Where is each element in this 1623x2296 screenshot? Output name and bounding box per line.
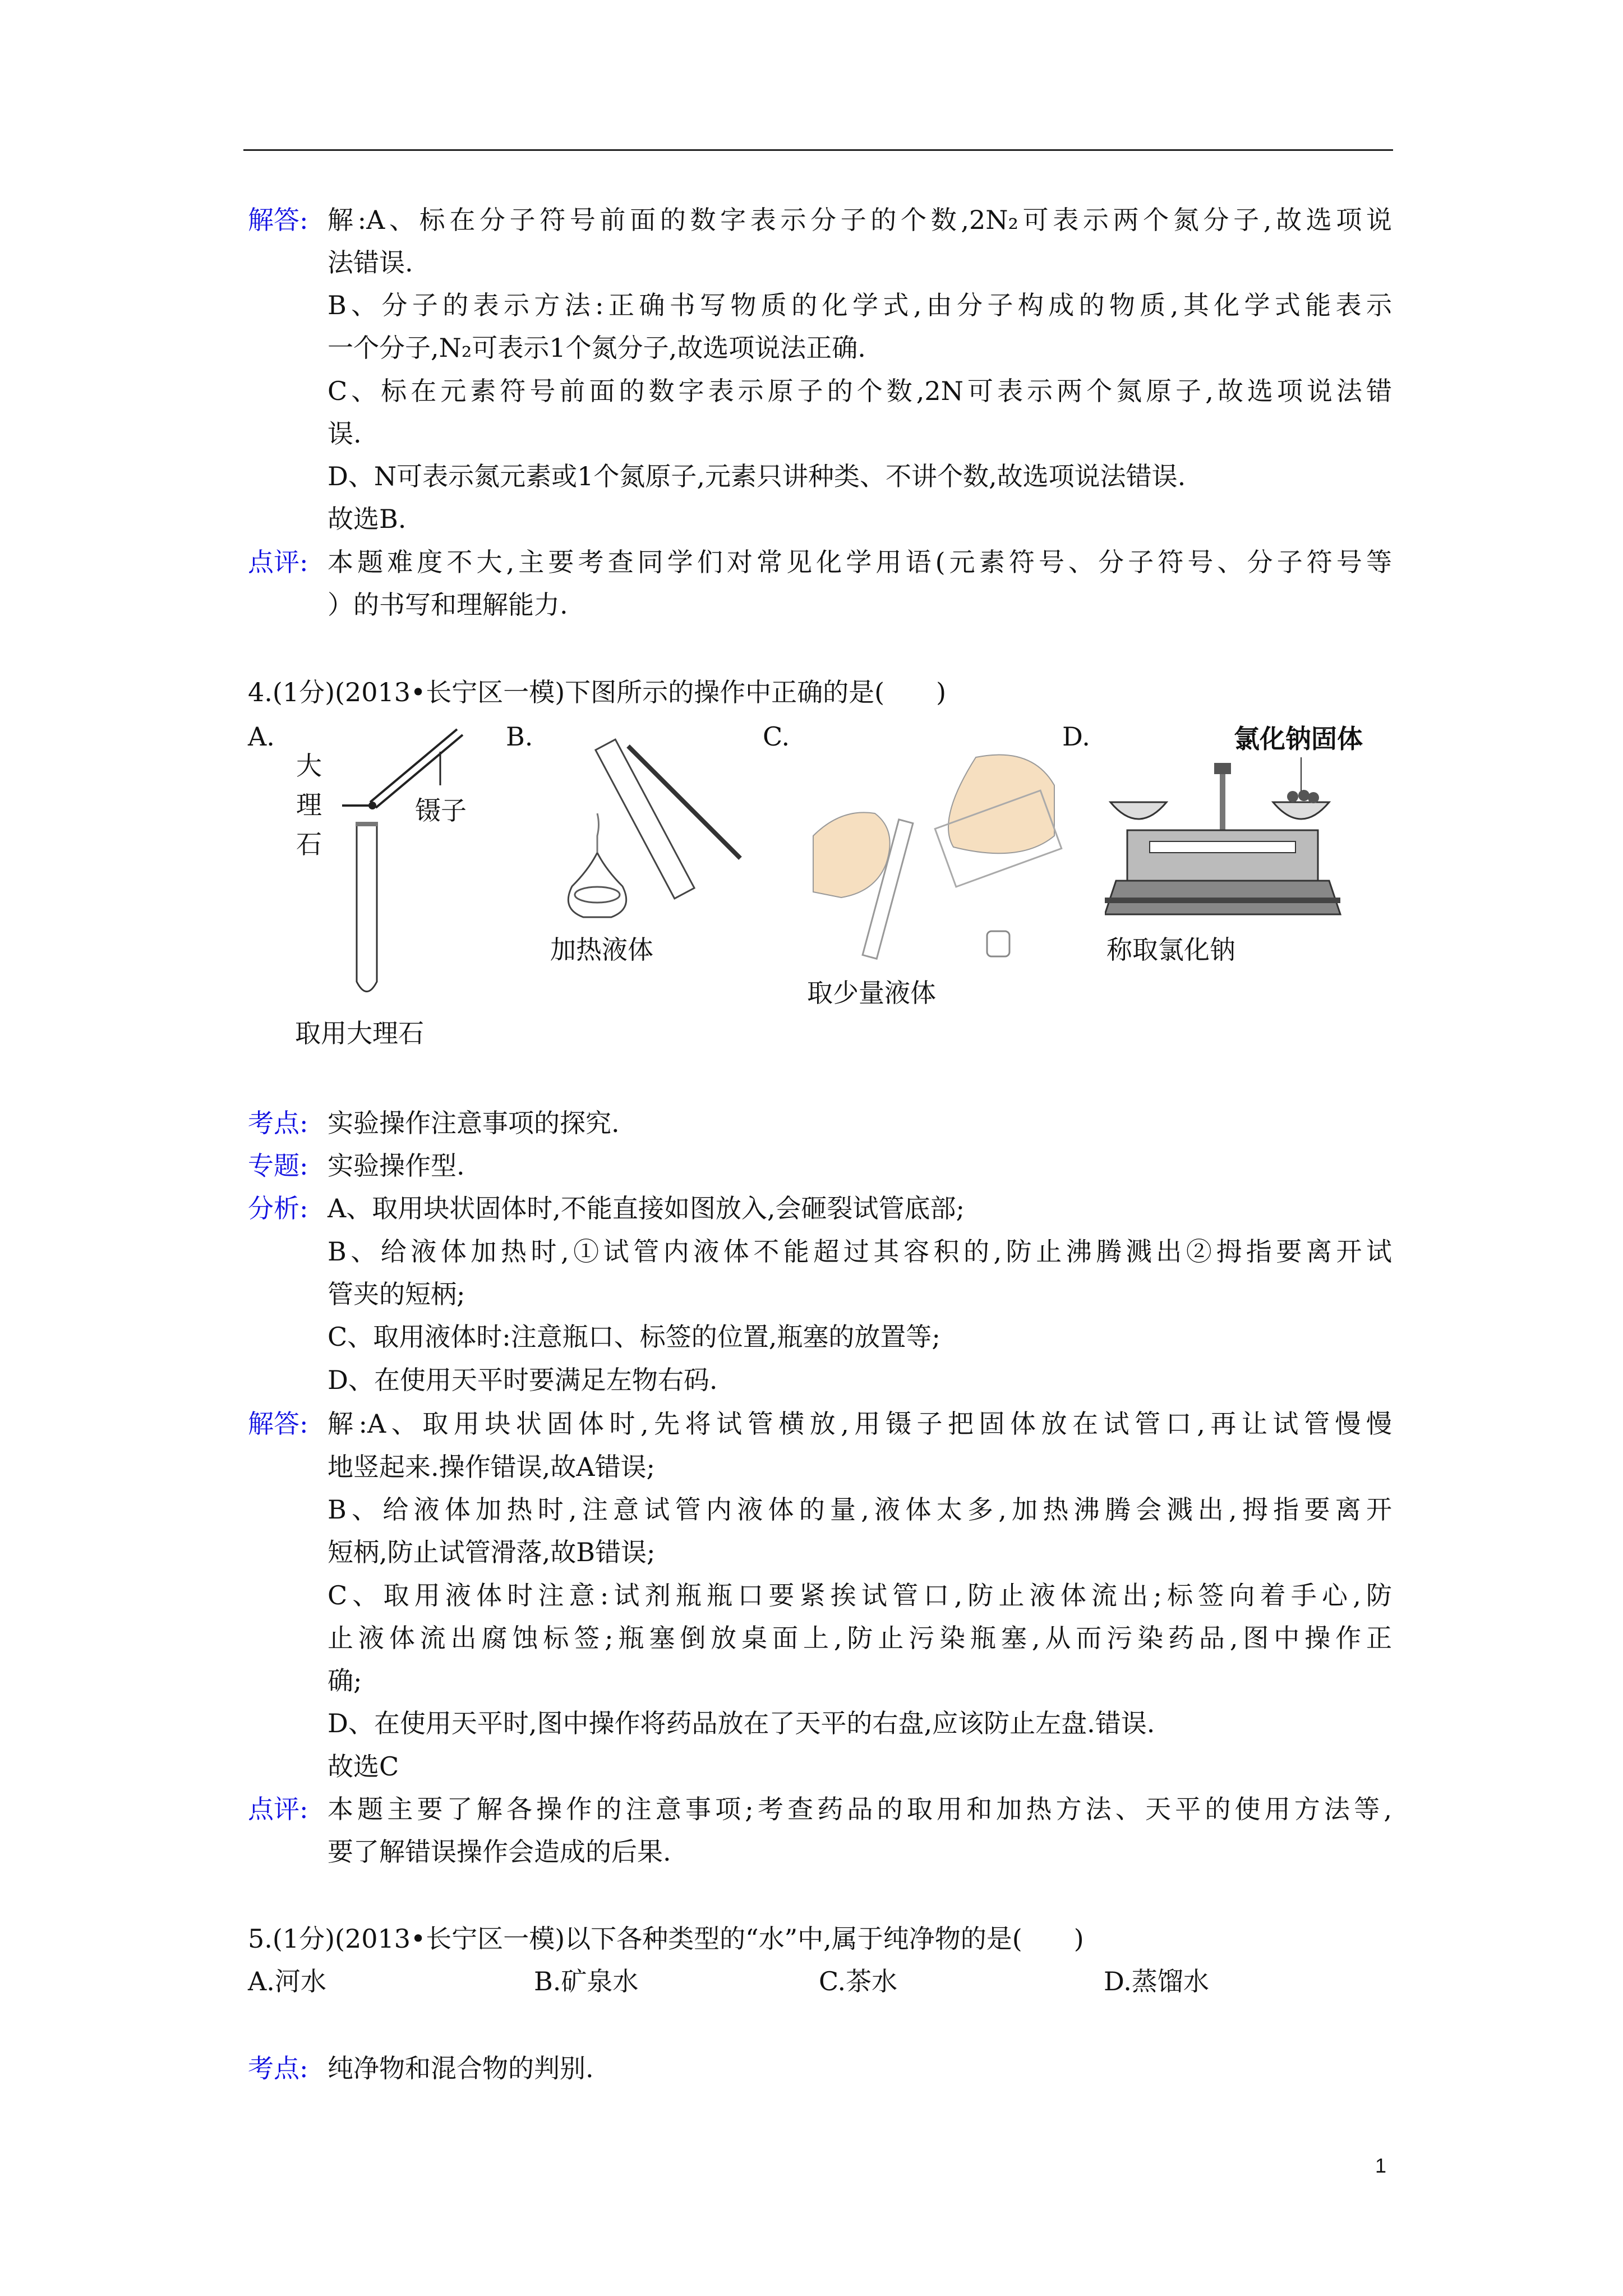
kaodian-text: 实验操作注意事项的探究. (328, 1108, 620, 1138)
answer-line: 解:A、标在分子符号前面的数字表示分子的个数,2N₂可表示两个氮分子,故选项说 (328, 205, 1392, 235)
pour-liquid-figure (808, 752, 1077, 976)
caption-c: 取少量液体 (807, 978, 936, 1008)
answer-line: C、标在元素符号前面的数字表示原子的个数,2N可表示两个氮原子,故选项说法错 (328, 376, 1392, 406)
kaodian-label: 考点: (248, 2053, 308, 2083)
answer-line: D、N可表示氮元素或1个氮原子,元素只讲种类、不讲个数,故选项说法错误. (328, 461, 1186, 491)
fenxi-line: C、取用液体时:注意瓶口、标签的位置,瓶塞的放置等; (328, 1322, 940, 1352)
fenxi-label: 分析: (248, 1193, 308, 1223)
kaodian-text: 纯净物和混合物的判别. (328, 2053, 594, 2083)
comment-line: 本题难度不大,主要考查同学们对常见化学用语(元素符号、分子符号、分子符号等 (328, 547, 1392, 577)
answer-line: B、分子的表示方法:正确书写物质的化学式,由分子构成的物质,其化学式能表示 (328, 290, 1392, 320)
option-c-label: C. (763, 721, 790, 752)
answer-line: B、给液体加热时,注意试管内液体的量,液体太多,加热沸腾会溅出,拇指要离开 (328, 1494, 1392, 1525)
zhuanti-text: 实验操作型. (328, 1151, 465, 1181)
answer-line: D、在使用天平时,图中操作将药品放在了天平的右盘,应该防止左盘.错误. (328, 1708, 1155, 1738)
answer-line: 短柄,防止试管滑落,故B错误; (328, 1537, 656, 1567)
option-d: D.蒸馏水 (1104, 1966, 1209, 1996)
answer-label: 解答: (248, 205, 308, 235)
comment-label: 点评: (248, 1794, 308, 1824)
fenxi-line: D、在使用天平时要满足左物右码. (328, 1365, 718, 1395)
test-tube-tweezers-figure (336, 724, 471, 1004)
answer-label: 解答: (248, 1409, 308, 1439)
answer-line: 误. (328, 418, 362, 449)
label-da: 大 (296, 751, 322, 780)
answer-line: 地竖起来.操作错误,故A错误; (328, 1452, 655, 1482)
label-tweezers: 镊子 (415, 796, 467, 825)
fenxi-line: A、取用块状固体时,不能直接如图放入,会砸裂试管底部; (328, 1193, 965, 1223)
answer-line: 法错误. (328, 247, 413, 278)
label-li: 理 (296, 790, 322, 820)
header-rule (243, 149, 1393, 151)
label-nacl-solid: 氯化钠固体 (1234, 724, 1363, 753)
zhuanti-label: 专题: (248, 1151, 308, 1181)
balance-figure (1105, 757, 1352, 926)
comment-line: ）的书写和理解能力. (328, 590, 568, 620)
option-a: A.河水 (248, 1966, 326, 1996)
answer-line: 故选B. (328, 504, 407, 534)
answer-line: 一个分子,N₂可表示1个氮分子,故选项说法正确. (328, 333, 866, 363)
question-4: 4.(1分)(2013•长宁区一模)下图所示的操作中正确的是( ) (248, 677, 947, 707)
caption-a: 取用大理石 (295, 1018, 424, 1048)
caption-b: 加热液体 (550, 935, 653, 965)
answer-line: 确; (328, 1665, 362, 1696)
comment-line: 本题主要了解各操作的注意事项;考查药品的取用和加热方法、天平的使用方法等, (328, 1794, 1392, 1824)
option-a-label: A. (248, 721, 275, 752)
fenxi-line: B、给液体加热时,①试管内液体不能超过其容积的,防止沸腾溅出②拇指要离开试 (328, 1236, 1392, 1267)
question-5: 5.(1分)(2013•长宁区一模)以下各种类型的“水”中,属于纯净物的是( ) (248, 1924, 1084, 1954)
answer-line: 止液体流出腐蚀标签;瓶塞倒放桌面上,防止污染瓶塞,从而污染药品,图中操作正 (328, 1623, 1392, 1653)
answer-line: 故选C (328, 1751, 399, 1782)
option-b: B.矿泉水 (534, 1966, 639, 1996)
option-d-label: D. (1062, 721, 1090, 752)
comment-label: 点评: (248, 547, 308, 577)
label-shi: 石 (296, 830, 322, 859)
page-number: 1 (1375, 2154, 1387, 2177)
fenxi-line: 管夹的短柄; (328, 1279, 465, 1309)
option-b-label: B. (506, 721, 533, 752)
answer-line: 解:A、取用块状固体时,先将试管横放,用镊子把固体放在试管口,再让试管慢慢 (328, 1409, 1392, 1439)
option-c: C.茶水 (819, 1966, 898, 1996)
caption-d: 称取氯化钠 (1106, 935, 1235, 965)
heating-liquid-figure (550, 724, 751, 926)
kaodian-label: 考点: (248, 1108, 308, 1138)
answer-line: C、取用液体时注意:试剂瓶瓶口要紧挨试管口,防止液体流出;标签向着手心,防 (328, 1580, 1392, 1611)
comment-line: 要了解错误操作会造成的后果. (328, 1837, 671, 1867)
